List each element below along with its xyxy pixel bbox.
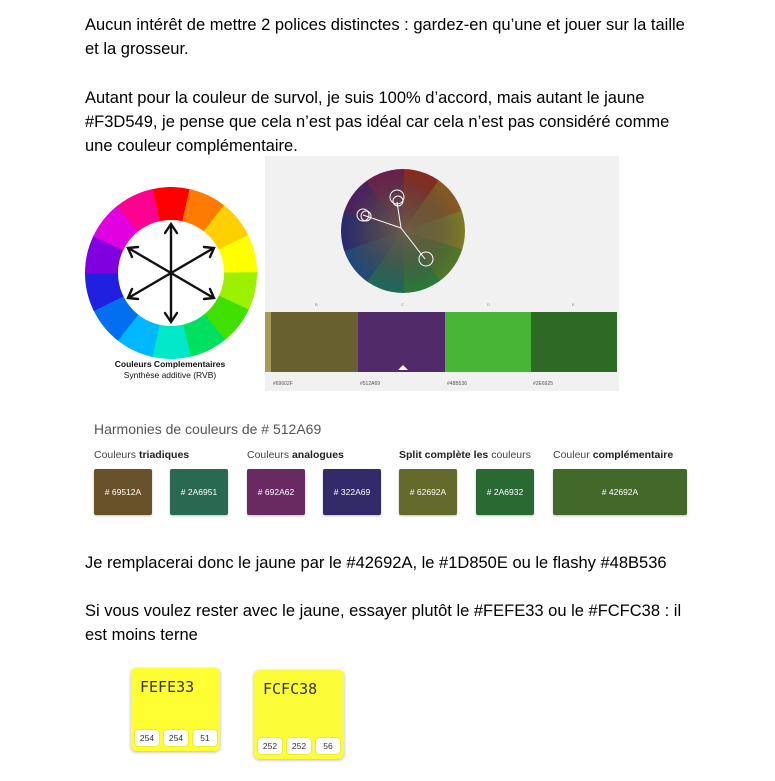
paragraph-hover-color: Autant pour la couleur de survol, je suis 100% d’accord, mais autant le jaune #F3D549, je pense que cela n’est pas idéal car cela n’est pas considéré comme une couleur complémentaire. <box>85 89 670 155</box>
wheel-caption-subtitle: Synthèse additive (RVB) <box>123 370 217 380</box>
picker-swatch-letter: C <box>401 302 404 307</box>
paragraph-yellow-alternative: Si vous voulez rester avec le jaune, essayer plutôt le #FEFE33 ou le #FCFC38 : il est moins terne <box>85 602 682 644</box>
picker-swatch-hex: #69602F <box>273 381 293 387</box>
picker-swatch-letter: D <box>487 302 490 307</box>
harmony-swatch[interactable]: # 322A69 <box>323 469 381 515</box>
rgb-value-chip: 51 <box>193 730 217 746</box>
harmony-swatch[interactable]: # 2A6951 <box>170 469 228 515</box>
picker-swatch-hex: #512A69 <box>360 381 381 387</box>
yellow-card-hex: FCFC38 <box>263 680 318 698</box>
harmonies-title: Harmonies de couleurs de # 512A69 <box>94 421 322 437</box>
harmony-swatch[interactable]: # 69512A <box>94 469 152 515</box>
rgb-value-chip: 254 <box>135 730 159 746</box>
harmony-group-label: Split complète les couleurs <box>399 449 531 461</box>
harmony-group-label: Couleur complémentaire <box>553 449 674 461</box>
harmony-swatch[interactable]: # 62692A <box>399 469 457 515</box>
paragraph-fonts: Aucun intérêt de mettre 2 polices distinctes : gardez-en qu’une et jouer sur la taille et la grosseur. <box>85 16 685 58</box>
selected-swatch-marker-icon <box>398 365 408 370</box>
harmony-swatch[interactable]: # 42692A <box>553 469 687 515</box>
harmony-group-label: Couleurs triadiques <box>94 449 190 461</box>
yellow-card-hex: FEFE33 <box>140 678 195 696</box>
picker-swatch[interactable] <box>271 312 358 372</box>
paragraph-replacement: Je remplacerai donc le jaune par le #42692A, le #1D850E ou le flashy #48B536 <box>85 554 667 572</box>
picker-swatch-letter: E <box>572 302 575 307</box>
complementary-color-wheel <box>85 187 257 359</box>
rgb-value-chip: 254 <box>164 730 188 746</box>
picker-swatch-letter: B <box>315 302 318 307</box>
rgb-value-chip: 56 <box>316 738 340 754</box>
harmony-group-label: Couleurs analogues <box>247 449 344 461</box>
picker-swatch[interactable] <box>531 312 617 372</box>
picker-swatch-hex: #2E6925 <box>533 381 554 387</box>
harmony-swatch[interactable]: # 692A62 <box>247 469 305 515</box>
rgb-value-chip: 252 <box>258 738 282 754</box>
rgb-value-chip: 252 <box>287 738 311 754</box>
color-picker-wheel[interactable] <box>340 168 466 294</box>
picker-swatch-hex: #48B536 <box>447 381 468 387</box>
harmony-swatch[interactable]: # 2A6932 <box>476 469 534 515</box>
wheel-caption-title: Couleurs Complementaires <box>114 359 226 369</box>
picker-swatch[interactable] <box>358 312 445 372</box>
picker-swatch[interactable] <box>445 312 531 372</box>
